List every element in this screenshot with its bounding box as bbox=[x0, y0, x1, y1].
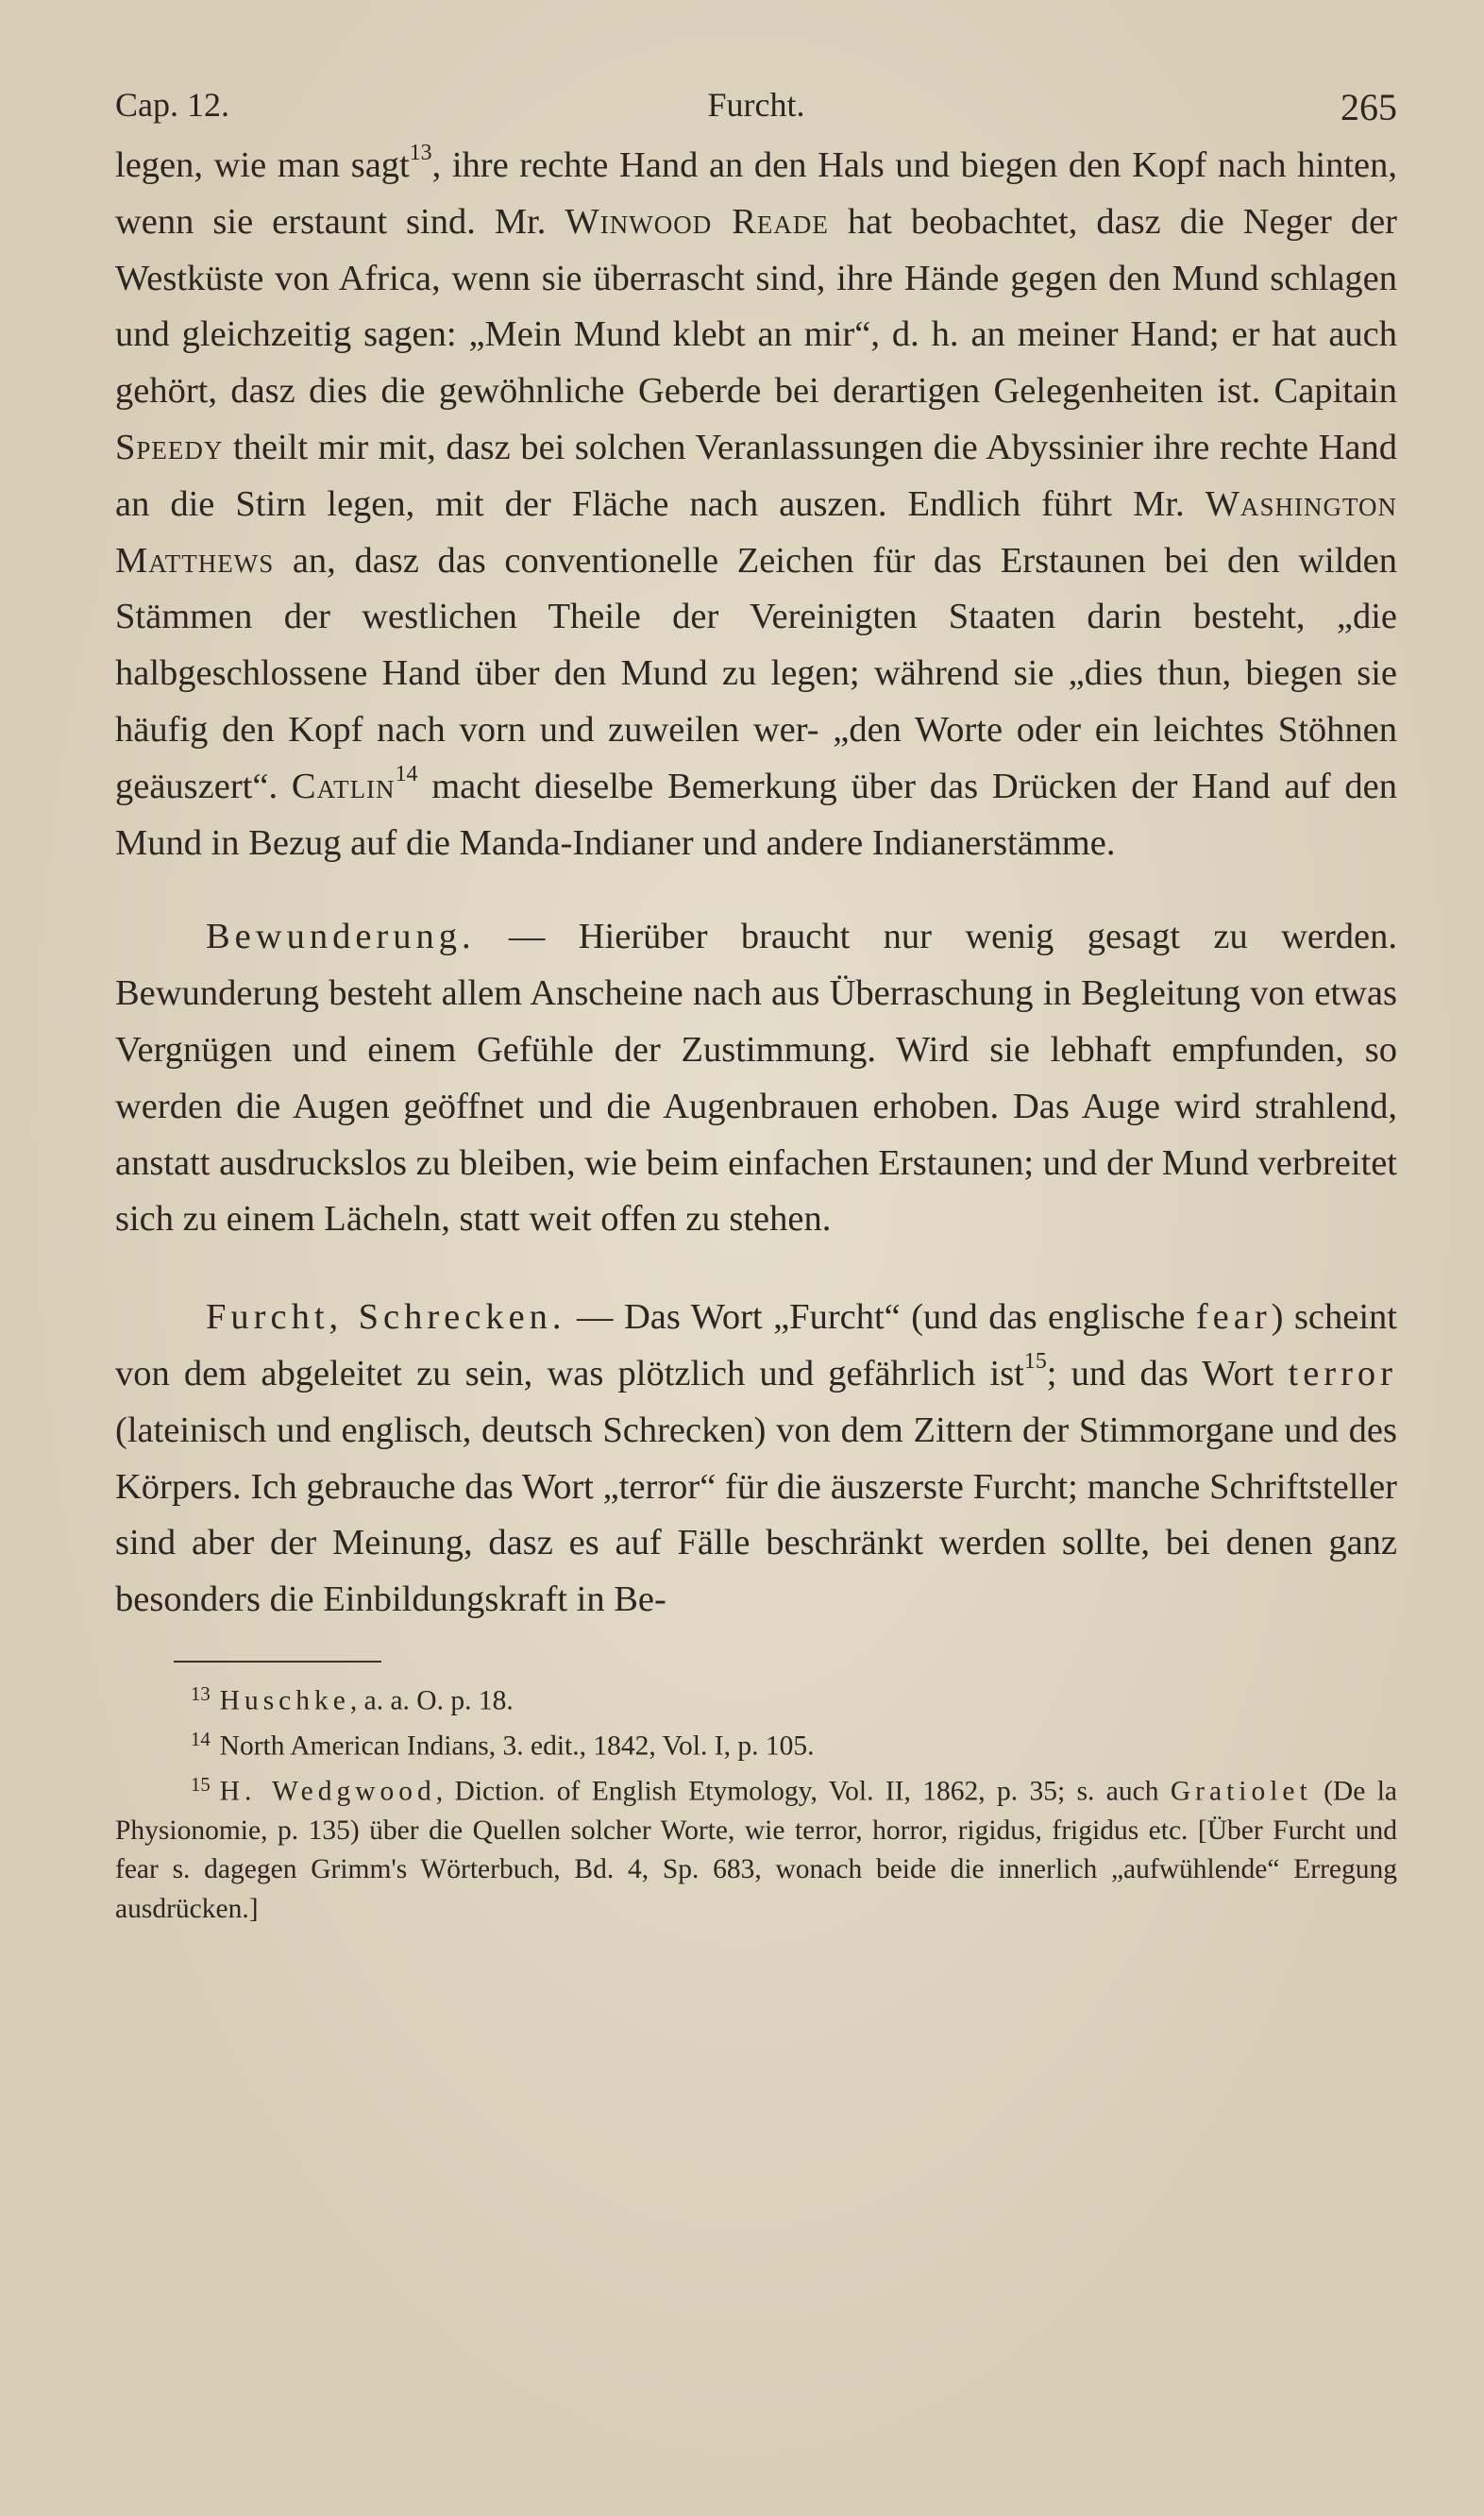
person-name: Speedy bbox=[115, 427, 224, 467]
text-run: theilt mir mit, dasz bei solchen Veranlassungen die Abyssinier ihre rechte Hand an die Stirn legen, mit der Fläche nach auszen. Endlich führt Mr. bbox=[115, 427, 1397, 524]
text-run: hat beobachtet, dasz die Neger der Westküste von Africa, wenn sie überrascht sind, ihre Hände gegen den Mund schlagen und gleichzeitig sagen: „Mein Mund klebt an mir“, d. h. an meiner Hand; er hat auch gehört, dasz dies die gewöhnliche Geberde bei derartigen Gelegenheiten ist. Capitain bbox=[115, 201, 1397, 412]
section-title: Furcht. bbox=[707, 86, 805, 124]
section-heading: Furcht, Schrecken. bbox=[206, 1297, 566, 1338]
paragraph-astonishment-gestures bbox=[115, 138, 1397, 871]
emphasized-word: fear bbox=[1195, 1297, 1272, 1338]
person-name: Winwood Reade bbox=[565, 201, 829, 242]
footnote-text: , Diction. of English Etymology, Vol. II, 1862, p. 35; s. auch bbox=[435, 1775, 1171, 1806]
footnote-text: , a. a. O. p. 18. bbox=[349, 1685, 514, 1716]
author-name: H. Wedgwood bbox=[219, 1775, 436, 1806]
footnote-text: (De la Physionomie, p. 135) über die Quellen solcher Worte, wie terror, horror, rigidus, frigidus etc. [Über Furcht und fear s. dagegen Grimm's Wörterbuch, Bd. 4, Sp. 683, wonach beide die innerlich „aufwühlende“ Erregung ausdrücken.] bbox=[115, 1775, 1397, 1924]
person-name: Washington Matthews bbox=[115, 483, 1397, 581]
text-run: ; und das Wort bbox=[1046, 1353, 1289, 1393]
running-head bbox=[115, 85, 1397, 138]
person-name: Catlin bbox=[291, 766, 396, 806]
footnote-ref: 14 bbox=[395, 761, 418, 786]
emphasized-word: terror bbox=[1288, 1353, 1397, 1393]
author-name: Gratiolet bbox=[1170, 1775, 1312, 1806]
main-text bbox=[115, 138, 1397, 1629]
text-run: — Das Wort „Furcht“ (und das englische bbox=[565, 1297, 1196, 1338]
paragraph-admiration bbox=[115, 909, 1397, 1248]
paragraph-fear bbox=[115, 1290, 1397, 1629]
section-heading: Bewunderung. bbox=[206, 917, 476, 957]
chapter-label: Cap. 12. bbox=[115, 86, 229, 124]
footnote-13 bbox=[115, 1676, 1397, 1721]
footnote-number: 13 bbox=[191, 1683, 211, 1705]
footnote-number: 14 bbox=[191, 1729, 211, 1750]
text-run: an, dasz das conventionelle Zeichen für das Erstaunen bei den wilden Stämmen der westlichen Theile der Vereinigten Staaten darin besteht, „die halbgeschlossene Hand über den Mund zu legen; während sie „dies thun, biegen sie häufig den Kopf nach vorn und zuweilen wer- „den Worte oder ein leichtes Stöhnen geäuszert“. bbox=[115, 540, 1397, 806]
footnote-number: 15 bbox=[191, 1774, 211, 1796]
footnote-divider bbox=[174, 1661, 381, 1663]
footnote-ref: 15 bbox=[1023, 1349, 1047, 1375]
text-run: — Hierüber braucht nur wenig gesagt zu werden. Bewunderung besteht allem Anscheine nach aus Überraschung in Begleitung von etwas Vergnügen und einem Gefühle der Zustimmung. Wird sie lebhaft empfunden, so werden die Augen geöffnet und die Augenbrauen erhoben. Das Auge wird strahlend, anstatt ausdruckslos zu bleiben, wie beim einfachen Erstaunen; und der Mund verbreitet sich zu einem Lächeln, statt weit offen zu stehen. bbox=[115, 917, 1397, 1240]
text-run: , ihre rechte Hand an den Hals und biegen den Kopf nach hinten, wenn sie erstaunt sind. Mr. bbox=[115, 145, 1397, 242]
footnote-15 bbox=[115, 1766, 1397, 1930]
text-run: legen, wie man sagt bbox=[115, 145, 410, 185]
page-number: 265 bbox=[1341, 86, 1397, 128]
footnotes bbox=[115, 1676, 1397, 1929]
text-run: (lateinisch und englisch, deutsch Schrecken) von dem Zittern der Stimmorgane und des Körpers. Ich gebrauche das Wort „terror“ für die äuszerste Furcht; manche Schriftsteller sind aber der Meinung, dasz es auf Fälle beschränkt werden sollte, bei denen ganz besonders die Einbildungskraft in Be- bbox=[115, 1410, 1397, 1620]
text-run: macht dieselbe Bemerkung über das Drücken der Hand auf den Mund in Bezug auf die Manda-Indianer und andere Indianerstämme. bbox=[115, 766, 1397, 863]
footnote-ref: 13 bbox=[409, 141, 432, 166]
author-name: Huschke bbox=[219, 1685, 350, 1716]
footnote-text: North American Indians, 3. edit., 1842, Vol. I, p. 105. bbox=[219, 1731, 815, 1762]
footnote-14 bbox=[115, 1721, 1397, 1766]
text-run: ) scheint von dem abgeleitet zu sein, was plötzlich und gefährlich ist bbox=[115, 1297, 1397, 1393]
